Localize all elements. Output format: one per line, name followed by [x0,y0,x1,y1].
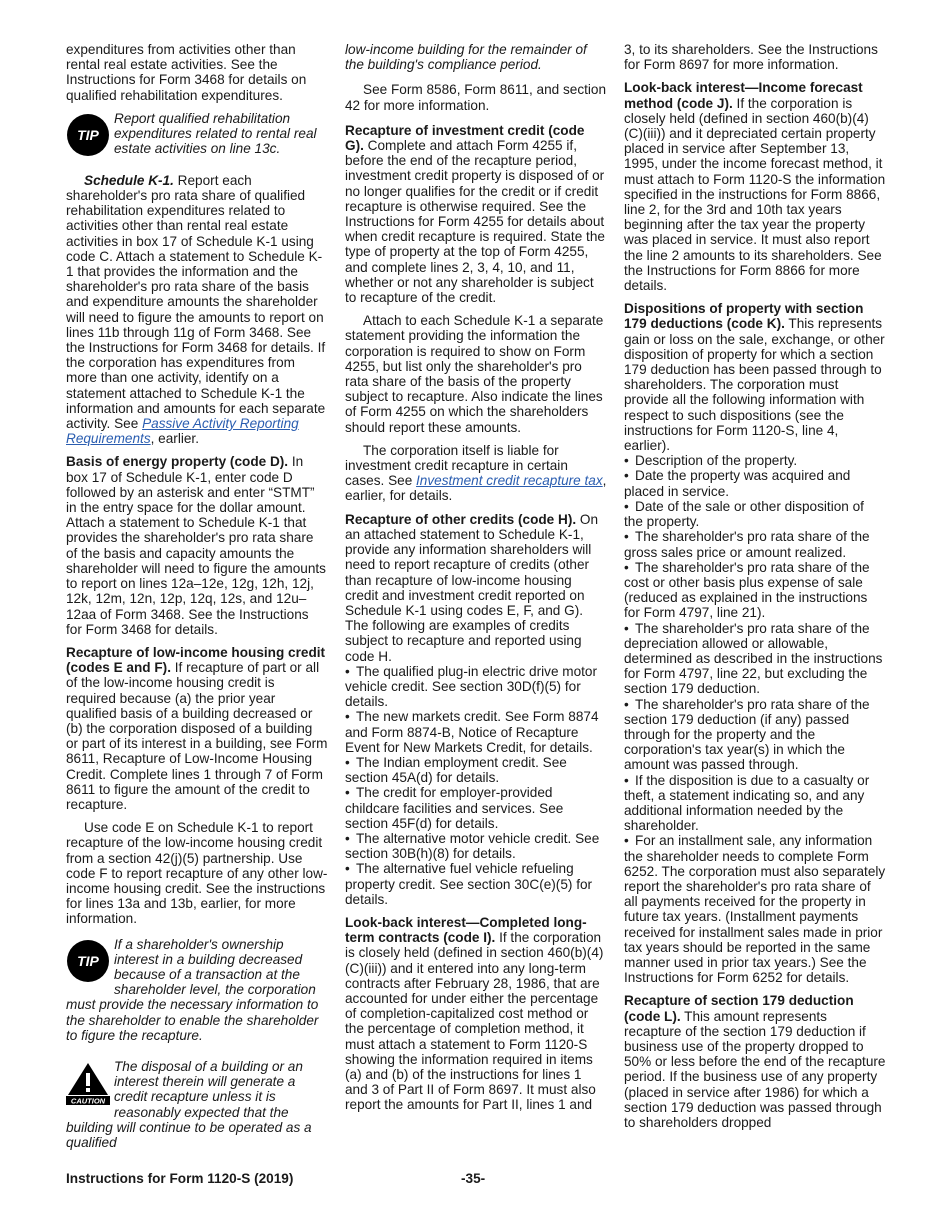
section-heading: Look-back interest—Completed long-term contracts (code I). [345,914,587,946]
paragraph: See Form 8586, Form 8611, and section 42 for more information. [345,82,607,113]
list-item: • The shareholder's pro rata share of the section 179 deduction (if any) passed through for the property and the corporation's tax year(s) in which the amount was passed through. [624,696,870,773]
list-item: • The shareholder's pro rata share of the gross sales price or amount realized. [624,529,870,560]
caution-icon [66,1061,110,1105]
code-k-paragraph: Dispositions of property with section 179 deductions (code K). This represents gain or loss on the sale, exchange, or other disposition of property for which a section 179 deduction has been passed through to shareholders. The corporation must provide all the following information with respect to such dispositions (see the instructions for Form 1120-S, line 4, earlier). [624,301,885,454]
investment-credit-recapture-link[interactable]: Investment credit recapture tax [416,473,603,489]
svg-text:TIP: TIP [77,952,99,969]
list-item: • The Indian employment credit. See section 45A(d) for details. [345,754,567,786]
disposition-bullet-list [624,453,886,985]
code-l-paragraph: Recapture of section 179 deduction (code L). This amount represents recapture of the section 179 deduction if business use of the property dropped to 50% or less before the end of the recapture period. If the business use of any property (placed in service after 1986) for which a section 179 deduction was passed through to shareholders dropped [624,993,886,1131]
page-number: -35- [461,1171,486,1186]
tip-text: If a shareholder's ownership interest in a building decreased because of a transaction at the shareholder level, the corporation must provide the necessary information to the shareholder to enable the shareholder to figure the recapture. [66,936,319,1043]
paragraph: Use code E on Schedule K-1 to report recapture of the low-income housing credit from a section 42(j)(5) partnership. Use code F to report recapture of any other low-income housing credit. See the instructions for lines 13a and 13b, earlier, for more information. [66,820,328,927]
subheading: Schedule K-1. [84,172,174,188]
list-item: • The credit for employer-provided childcare facilities and services. See section 45F(d) for details. [345,785,564,831]
tip-note [66,937,328,1043]
list-item: • The alternative fuel vehicle refueling property credit. See section 30C(e)(5) for details. [345,861,593,907]
list-item: • The new markets credit. See Form 8874 and Form 8874-B, Notice of Recapture Event for New Markets Credit, for details. [345,709,599,755]
paragraph: 3, to its shareholders. See the Instructions for Form 8697 for more information. [624,42,878,73]
paragraph: expenditures from activities other than rental real estate activities. See the Instructions for Form 3468 for details on qualified rehabilitation expenditures. [66,42,307,103]
credits-bullet-list [345,664,607,907]
caution-note [66,1059,328,1150]
passive-activity-link[interactable]: Passive Activity Reporting Requirements [66,416,299,447]
list-item: • The shareholder's pro rata share of the depreciation allowed or allowable, determined as described in the instructions for Form 4797, line 22, but excluding the section 179 deduction. [624,620,883,697]
svg-text:CAUTION: CAUTION [70,1096,106,1105]
code-g-paragraph: Recapture of investment credit (code G). Complete and attach Form 4255 if, before the end of the recapture period, investment credit property is disposed of or no longer qualifies for the credit or if credit recapture is otherwise required. See the Instructions for Form 4255 for details about when credit recapture is required. State the type of property at the top of Form 4255, and complete lines 2, 3, 4, 10, and 11, whether or not any shareholder is subject to recapture of the credit. [345,122,605,306]
tip-text: Report qualified rehabilitation expenditures related to rental real estate activities on line 13c. [114,110,317,157]
column-2 [345,42,607,1121]
list-item: • The alternative motor vehicle credit. See section 30B(h)(8) for details. [345,830,600,862]
section-heading: Look-back interest—Income forecast method (code J). [624,80,863,111]
paragraph: Attach to each Schedule K-1 a separate statement providing the information the corporation is required to show on Form 4255, but list only the shareholder's pro rata share of the basis of the property subject to recapture. Also indicate the lines of Form 4255 on which the shareholders should report these amounts. [345,313,604,435]
column-1 [66,42,328,1164]
svg-text:TIP: TIP [77,126,99,143]
code-h-paragraph: Recapture of other credits (code H). On an attached statement to Schedule K-1, provide any information shareholders will need to report recapture of credits (other than recapture of low-income housing credit and investment credit reported on Schedule K-1 using codes E, F, and G). The following are examples of credits subject to recapture and reported using code H. [345,511,599,664]
tip-note [66,111,328,157]
paragraph: low-income building for the remainder of the building's compliance period. [345,42,587,73]
list-item: • Date the property was acquired and placed in service. [624,468,851,499]
section-heading: Basis of energy property (code D). [66,454,289,470]
code-d-paragraph: Basis of energy property (code D). In box 17 of Schedule K-1, enter code D followed by an asterisk and enter “STMT” in the entry space for the dollar amount. Attach a statement to Schedule K-1 that provides the shareholder's pro rata share of the basis and capacity amounts the shareholder will need to figure the amounts to report on lines 12a–12e, 12g, 12h, 12j, 12k, 12m, 12n, 12p, 12q, 12s, and 12u–12aa of Form 3468. See the Instructions for Form 3468 for details. [66,454,326,637]
list-item: • If the disposition is due to a casualty or theft, a statement indicating so, and any additional information needed by the shareholder. [624,772,870,834]
section-heading: Recapture of section 179 deduction (code L). [624,993,854,1024]
caution-text: The disposal of a building or an interest therein will generate a credit recapture unless it is reasonably expected that the building will continue to be operated as a qualified [66,1058,312,1150]
list-item: • For an installment sale, any information the shareholder needs to complete Form 6252. The corporation must also separately report the shareholder's pro rata share of all payments received for the property in future tax years. (Installment payments received for installment sales made in prior tax years should be reported in the same manner used in prior tax years.) See the Instructions for Form 6252 for details. [624,833,886,986]
list-item: • The shareholder's pro rata share of the cost or other basis plus expense of sale (reduced as explained in the instructions for Form 4797, line 21). [624,559,870,621]
tip-icon [66,113,110,157]
section-heading: Recapture of other credits (code H). [345,511,577,527]
list-item: • Date of the sale or other disposition of the property. [624,498,864,530]
list-item: • The qualified plug-in electric drive motor vehicle credit. See section 30D(f)(5) for details. [345,663,598,710]
code-ef-paragraph: Recapture of low-income housing credit (codes E and F). If recapture of part or all of the low-income housing credit is required because (a) the prior year qualified basis of a building decreased or (b) the corporation disposed of a building or part of its interest in a building, see Form 8611, Recapture of Low-Income Housing Credit. Complete lines 1 through 7 of Form 8611 to figure the amount of the credit to recapture. [66,644,328,812]
paragraph: The corporation itself is liable for investment credit recapture in certain cases. See Investment credit recapture tax, earlier, for details. [345,442,607,504]
code-i-paragraph: Look-back interest—Completed long-term contracts (code I). If the corporation is closely held (defined in section 460(b)(4)(C)(iii)) and it entered into any long-term contracts after February 28, 1986, that are accounted for under either the percentage of completion-capitalized cost method or the percentage of completion method, it must attach a statement to Form 1120-S showing the information required in items (a) and (b) of the instructions for lines 1 and 3 of Part II of Form 8697. It must also report the amounts for Part II, lines 1 and [345,914,604,1113]
code-j-paragraph: Look-back interest—Income forecast method (code J). If the corporation is closely held (defined in section 460(b)(4)(C)(iii)) and it depreciated certain property placed in service after September 13, 1995, under the income forecast method, it must attach to Form 1120-S the information specified in the instructions for Form 8866, line 2, for the 3rd and 10th tax years beginning after the tax year the property was placed in service. It must also report the line 2 amounts to its shareholders. See the Instructions for Form 8866 for more details. [624,80,886,294]
footer-title: Instructions for Form 1120-S (2019) [66,1171,294,1186]
tip-icon [66,939,110,983]
section-heading: Recapture of low-income housing credit (codes E and F). [66,644,326,676]
list-item: • Description of the property. [624,453,798,469]
section-heading: Dispositions of property with section 179 deductions (code K). [624,301,864,332]
schedule-k1-paragraph: Schedule K-1. Report each shareholder's pro rata share of qualified rehabilitation expenditures related to activities other than rental real estate activities in box 17 of Schedule K-1 using code C. Attach a statement to Schedule K-1 that provides the information and the shareholder's pro rata share of the basis and expenditure amounts the shareholder will need to figure the amounts to report on lines 11b through 11g of Form 3468. See the Instructions for Form 3468 for details. If the corporation has expenditures from more than one activity, identify on a statement attached to Schedule K-1 the information and amounts for each separate activity. See Passive Activity Reporting Requirements, earlier. [66,172,326,447]
column-3 [624,42,886,1138]
section-heading: Recapture of investment credit (code G). [345,122,585,154]
